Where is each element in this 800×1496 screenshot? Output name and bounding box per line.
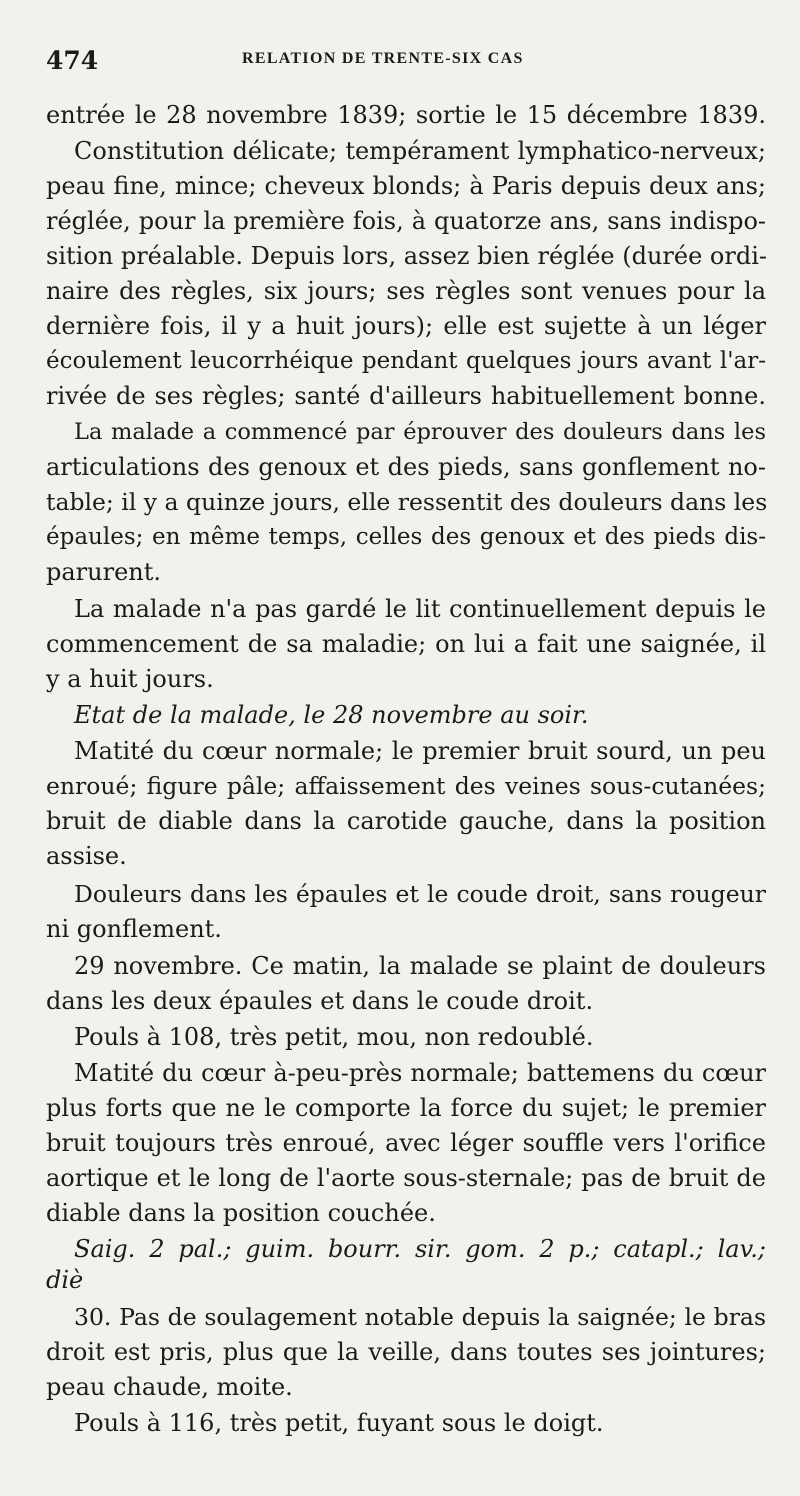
text-line: naire des règles, six jours; ses règles sont venues pour la: [46, 277, 766, 305]
text-line: assise.: [46, 842, 127, 870]
page-number: 474: [46, 46, 99, 75]
text-line: enroué; figure pâle; affaissement des veines sous-cutanées;: [46, 772, 766, 800]
text-line: Pouls à 116, très petit, fuyant sous le doigt.: [74, 1409, 604, 1437]
text-line: épaules; en même temps, celles des genoux et des pieds dis-: [46, 524, 766, 550]
page-header: [46, 46, 766, 78]
text-line: peau fine, mince; cheveux blonds; à Paris depuis deux ans;: [46, 172, 766, 200]
text-line: Pouls à 108, très petit, mou, non redoublé.: [74, 1023, 594, 1051]
text-line: 29 novembre. Ce matin, la malade se plaint de douleurs: [74, 952, 766, 980]
text-line: écoulement leucorrhéique pendant quelques jours avant l'ar-: [46, 348, 766, 374]
text-line: Douleurs dans les épaules et le coude droit, sans rougeur: [74, 880, 766, 908]
running-title: RELATION DE TRENTE-SIX CAS: [242, 50, 524, 67]
text-line: La malade a commencé par éprouver des douleurs dans les: [74, 419, 766, 445]
text-line: La malade n'a pas gardé le lit continuellement depuis le: [74, 595, 766, 623]
text-line: aortique et le long de l'aorte sous-sternale; pas de bruit de: [46, 1164, 766, 1192]
text-line: droit est pris, plus que la veille, dans toutes ses jointures;: [46, 1338, 766, 1366]
text-line: table; il y a quinze jours, elle ressentit des douleurs dans les: [46, 488, 768, 516]
text-line: y a huit jours.: [46, 665, 214, 693]
text-line: rivée de ses règles; santé d'ailleurs habituellement bonne.: [46, 382, 766, 410]
text-line: Constitution délicate; tempérament lymphatico-nerveux;: [74, 137, 766, 165]
text-line: réglée, pour la première fois, à quatorze ans, sans indispo-: [46, 207, 766, 235]
section-heading: Etat de la malade, le 28 novembre au soir.: [74, 701, 589, 729]
text-line: sition préalable. Depuis lors, assez bien réglée (durée ordi-: [46, 242, 767, 270]
text-line: Matité du cœur normale; le premier bruit sourd, un peu: [74, 737, 766, 765]
text-line: entrée le 28 novembre 1839; sortie le 15 décembre 1839.: [46, 101, 766, 129]
text-line: articulations des genoux et des pieds, sans gonflement no-: [46, 453, 766, 481]
text-line: commencement de sa maladie; on lui a fait une saignée, il: [46, 630, 766, 658]
text-line: bruit toujours très enroué, avec léger souffle vers l'orifice: [46, 1129, 766, 1157]
text-line: bruit de diable dans la carotide gauche, dans la position: [46, 807, 766, 835]
text-line: Matité du cœur à-peu-près normale; battemens du cœur: [74, 1059, 766, 1087]
text-line: 30. Pas de soulagement notable depuis la saignée; le bras: [74, 1303, 766, 1331]
prescription-line: Saig. 2 pal.; guim. bourr. sir. gom. 2 p.; catapl.; lav.;: [74, 1235, 766, 1263]
prescription-line: diè: [46, 1266, 84, 1294]
text-line: dans les deux épaules et dans le coude droit.: [46, 987, 594, 1015]
text-line: diable dans la position couchée.: [46, 1199, 436, 1227]
text-line: ni gonflement.: [46, 915, 222, 943]
text-line: plus forts que ne le comporte la force du sujet; le premier: [46, 1094, 766, 1122]
text-line: peau chaude, moite.: [46, 1373, 293, 1401]
text-line: parurent.: [46, 558, 162, 586]
text-line: dernière fois, il y a huit jours); elle est sujette à un léger: [46, 312, 766, 340]
